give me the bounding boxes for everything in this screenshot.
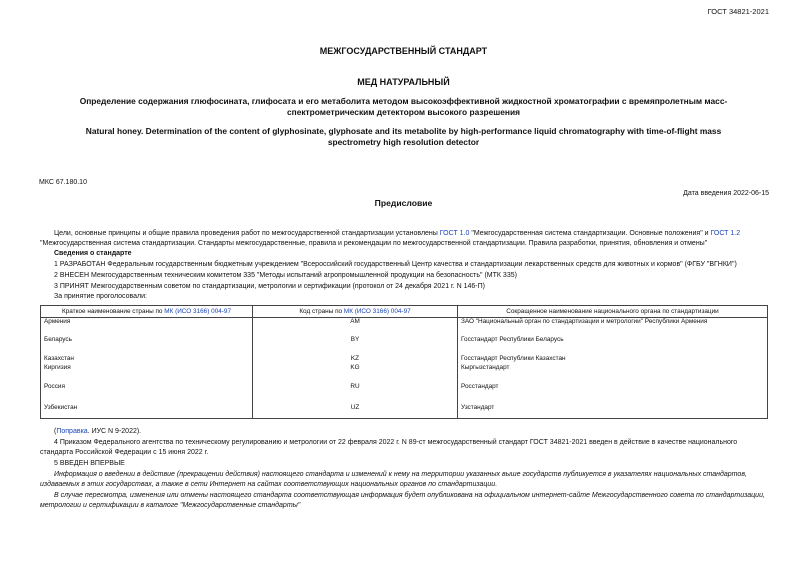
preface-heading: Предисловие	[374, 198, 433, 208]
intro-paragraph	[40, 229, 770, 249]
cell-code: BY	[253, 336, 458, 355]
cell-code: UZ	[253, 404, 458, 419]
mks-code: МКС 67.180.10	[39, 179, 87, 186]
cell-code: RU	[253, 383, 458, 404]
header-country-code	[253, 306, 458, 318]
cell-code: KG	[253, 364, 458, 383]
standard-type-heading: МЕЖГОСУДАРСТВЕННЫЙ СТАНДАРТ	[319, 46, 488, 56]
intro-text-2: "Межгосударственная система стандартизации. Основные положения" и	[471, 230, 709, 237]
cell-country: Казахстан	[41, 355, 253, 364]
cell-code: KZ	[253, 355, 458, 364]
cell-country: Россия	[41, 383, 253, 404]
cell-country: Киргизия	[41, 364, 253, 383]
title-english: Natural honey. Determination of the content of glyphosinate, glyphosate and its metabolite by high-performance liquid chromatography with time-of-flight mass spectrometry high resolution detector	[85, 126, 722, 147]
cell-body: Госстандарт Республики Беларусь	[458, 336, 768, 355]
mk-iso-link[interactable]: МК (ИСО 3166) 004-97	[164, 308, 232, 315]
table-row	[41, 364, 768, 383]
header-code-text: Код страны по	[299, 308, 343, 315]
intro-text-1: Цели, основные принципы и общие правила проведения работ по межгосударственной стандартизации установлены	[54, 230, 438, 237]
product-name-heading: МЕД НАТУРАЛЬНЫЙ	[357, 77, 450, 87]
cell-body: Росстандарт	[458, 383, 768, 404]
mk-iso-link[interactable]: МК (ИСО 3166) 004-97	[343, 308, 411, 315]
voted-label: За принятие проголосовали:	[54, 293, 147, 300]
gost-1-2-link[interactable]: ГОСТ 1.2	[710, 230, 741, 237]
cell-body: ЗАО "Национальный орган по стандартизации и метрологии" Республики Армения	[458, 318, 768, 336]
item-2-submitted: 2 ВНЕСЕН Межгосударственным техническим комитетом 335 "Методы испытаний агропромышленной продукции на безопасность" (МТК 335)	[54, 272, 517, 279]
cell-body: Госстандарт Республики Казахстан	[458, 355, 768, 364]
table-row	[41, 355, 768, 364]
item-1-developed: 1 РАЗРАБОТАН Федеральным государственным бюджетным учреждением "Всероссийский государственный Центр качества и стандартизации лекарственных средств для животных и кормов" (ФГБУ "ВГНКИ")	[54, 261, 737, 268]
cell-body: Узстандарт	[458, 404, 768, 419]
table-row	[41, 404, 768, 419]
intro-text-3: "Межгосударственная система стандартизации. Стандарты межгосударственные, правила и рекомендации по межгосударственной стандартизации. Правила разработки, принятия, обновления и отмены"	[40, 240, 708, 247]
cell-country: Армения	[41, 318, 253, 336]
title-russian: Определение содержания глюфосината, глифосата и его метаболита методом высокоэффективной жидкостной хроматографии с времяпролетным масс-спектрометрическим детектором высокого разрешения	[79, 96, 728, 117]
table-row	[41, 336, 768, 355]
item-3-adopted: 3 ПРИНЯТ Межгосударственным советом по стандартизации, метрологии и сертификации (протокол от 24 декабря 2021 г. N 146-П)	[54, 283, 485, 290]
states-table	[40, 305, 768, 419]
item-4-order: 4 Приказом Федерального агентства по техническому регулированию и метрологии от 22 февраля 2022 г. N 89-ст межгосударственный стандарт ГОСТ 34821-2021 введен в действие в качестве национального стандарта Российской Федерации с 15 июня 2022 г.	[40, 439, 738, 456]
publication-notice: Информация о введении в действие (прекращении действия) настоящего стандарта и изменений к нему на территории указанных выше государств публикуется в указателях национальных стандартов, издаваемых в этих государствах, а также в сети Интернет на сайтах соответствующих национальных органов по стандартизации.	[40, 471, 747, 488]
intro-date: Дата введения 2022-06-15	[683, 190, 769, 197]
table-row	[41, 383, 768, 404]
header-standards-body: Сокращенное наименование национального органа по стандартизации	[458, 306, 768, 318]
amendment-close: . ИУС N 9-2022).	[87, 428, 142, 435]
header-country-name	[41, 306, 253, 318]
amendment-link[interactable]: Поправка	[56, 428, 88, 435]
cell-code: AM	[253, 318, 458, 336]
cell-body: Кыргызстандарт	[458, 364, 768, 383]
revision-notice: В случае пересмотра, изменения или отмены настоящего стандарта соответствующая информация будет опубликована на официальном интернет-сайте Межгосударственного совета по стандартизации, метрологии и сертификации в каталоге "Межгосударственные стандарты"	[40, 492, 765, 509]
table-header-row	[41, 306, 768, 318]
header-country-text: Краткое наименование страны по	[61, 308, 163, 315]
cell-country: Беларусь	[41, 336, 253, 355]
standard-info-heading: Сведения о стандарте	[54, 250, 132, 257]
table-row	[41, 318, 768, 336]
gost-1-0-link[interactable]: ГОСТ 1.0	[439, 230, 470, 237]
cell-country: Узбекистан	[41, 404, 253, 419]
document-number: ГОСТ 34821-2021	[707, 7, 769, 16]
amendment-note	[54, 427, 141, 437]
amendment-open: (	[54, 428, 57, 435]
item-5-introduced: 5 ВВЕДЕН ВПЕРВЫЕ	[54, 460, 125, 467]
